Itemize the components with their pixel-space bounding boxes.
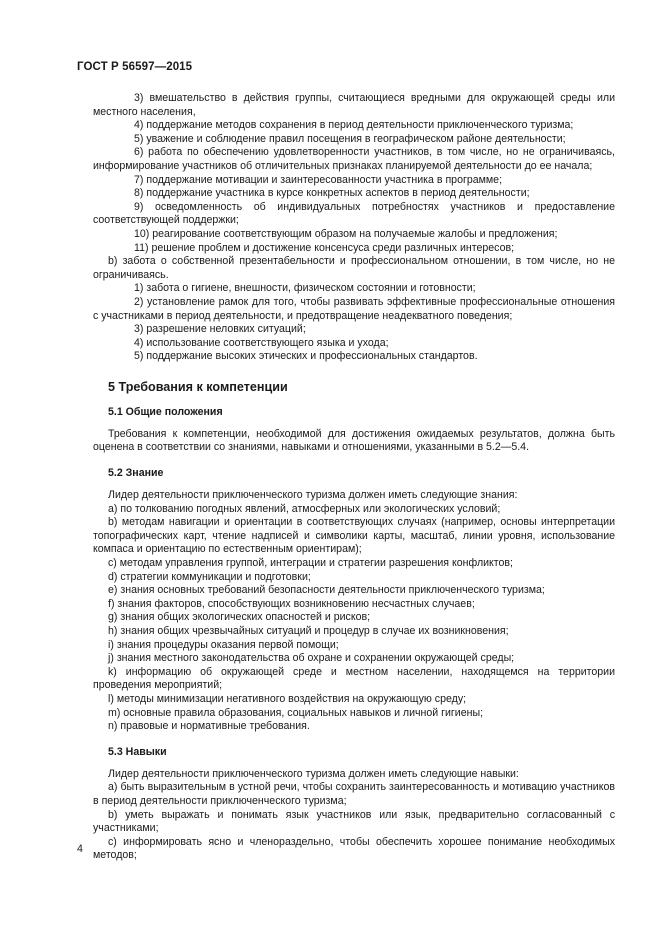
paragraph: Лидер деятельности приключенческого туризма должен иметь следующие навыки: [108, 767, 519, 780]
paragraph: i) знания процедуры оказания первой помощи; [108, 638, 339, 651]
paragraph: Лидер деятельности приключенческого туризма должен иметь следующие знания: [108, 489, 518, 502]
subsection-heading: 5.2 Знание [108, 467, 164, 480]
paragraph: с) информировать ясно и членораздельно, чтобы обеспечить хорошее понимание необходимых методов; [93, 835, 615, 862]
list-subitem: 2) установление рамок для того, чтобы развивать эффективные профессиональные отношения с участниками в период деятельности, и предотвращение неадекватного поведения; [93, 295, 615, 322]
paragraph: с) методам управления группой, интеграции и стратегии разрешения конфликтов; [108, 557, 513, 570]
paragraph: d) стратегии коммуникации и подготовки; [108, 570, 311, 583]
subsection-heading: 5.1 Общие положения [108, 405, 223, 418]
paragraph: е) знания основных требований безопасности деятельности приключенческого туризма; [108, 584, 545, 597]
paragraph: n) правовые и нормативные требования. [108, 720, 310, 733]
paragraph: l) методы минимизации негативного воздействия на окружающую среду; [108, 692, 467, 705]
paragraph: k) информацию об окружающей среде и местном населении, находящемся на территории проведения мероприятий; [93, 665, 615, 692]
list-subitem: 11) решение проблем и достижение консенсуса среди различных интересов; [134, 241, 515, 254]
list-subitem: 7) поддержание мотивации и заинтересованности участника в программе; [134, 173, 503, 186]
list-subitem: 9) осведомленность об индивидуальных потребностях участников и предоставление соответствующей поддержки; [93, 200, 615, 227]
paragraph: а) быть выразительным в устной речи, чтобы сохранить заинтересованность и мотивацию участников в период деятельности приключенческого туризма; [93, 781, 615, 807]
paragraph: g) знания общих экологических опасностей и рисков; [108, 611, 371, 624]
list-subitem: 3) вмешательство в действия группы, считающиеся вредными для окружающей среды или местного населения, [93, 92, 615, 118]
list-subitem: 4) использование соответствующего языка и ухода; [134, 336, 389, 349]
list-subitem: 10) реагирование соответствующим образом на получаемые жалобы и предложения; [134, 227, 558, 240]
list-subitem: 6) работа по обеспечению удовлетворенности участников, в том числе, но не ограничиваясь, информирование участников об отличительных признаках планируемой деятельности до ее начала; [93, 146, 615, 172]
section-heading: 5 Требования к компетенции [108, 379, 288, 394]
paragraph: m) основные правила образования, социальных навыков и личной гигиены; [108, 706, 484, 719]
document-header-code: ГОСТ Р 56597—2015 [77, 61, 193, 73]
paragraph: b) забота о собственной презентабельности и профессиональном отношении, в том числе, но не ограничиваясь. [93, 255, 615, 281]
list-subitem: 3) разрешение неловких ситуаций; [134, 323, 306, 336]
list-subitem: 5) уважение и соблюдение правил посещения в географическом районе деятельности; [134, 132, 566, 145]
list-subitem: 5) поддержание высоких этических и профессиональных стандартов. [134, 350, 478, 363]
paragraph: h) знания общих чрезвычайных ситуаций и процедур в случае их возникновения; [108, 625, 509, 637]
paragraph: j) знания местного законодательства об охране и сохранении окружающей среды; [108, 652, 515, 665]
paragraph: b) методам навигации и ориентации в соответствующих случаях (например, основы интерпретации топографических карт, чтение надписей и символики карты, масштаб, линии уровня, использование компаса и ориентацию по естественным ориентирам); [93, 516, 615, 556]
paragraph: а) по толкованию погодных явлений, атмосферных или экологических условий; [108, 502, 501, 515]
paragraph: Требования к компетенции, необходимой для достижения ожидаемых результатов, должна быть оценена в соответствии со знаниями, навыками и отношениями, указанными в 5.2—5.4. [93, 427, 615, 454]
list-subitem: 4) поддержание методов сохранения в период деятельности приключенческого туризма; [134, 119, 574, 132]
paragraph: b) уметь выражать и понимать язык участников или язык, предварительно согласованный с участниками; [93, 808, 615, 835]
paragraph: f) знания факторов, способствующих возникновению несчастных случаев; [108, 597, 475, 610]
page-number: 4 [77, 843, 83, 855]
list-subitem: 1) забота о гигиене, внешности, физическом состоянии и готовности; [134, 282, 476, 295]
subsection-heading: 5.3 Навыки [108, 745, 167, 758]
document-body [93, 92, 615, 863]
list-subitem: 8) поддержание участника в курсе конкретных аспектов в период деятельности; [134, 187, 530, 200]
